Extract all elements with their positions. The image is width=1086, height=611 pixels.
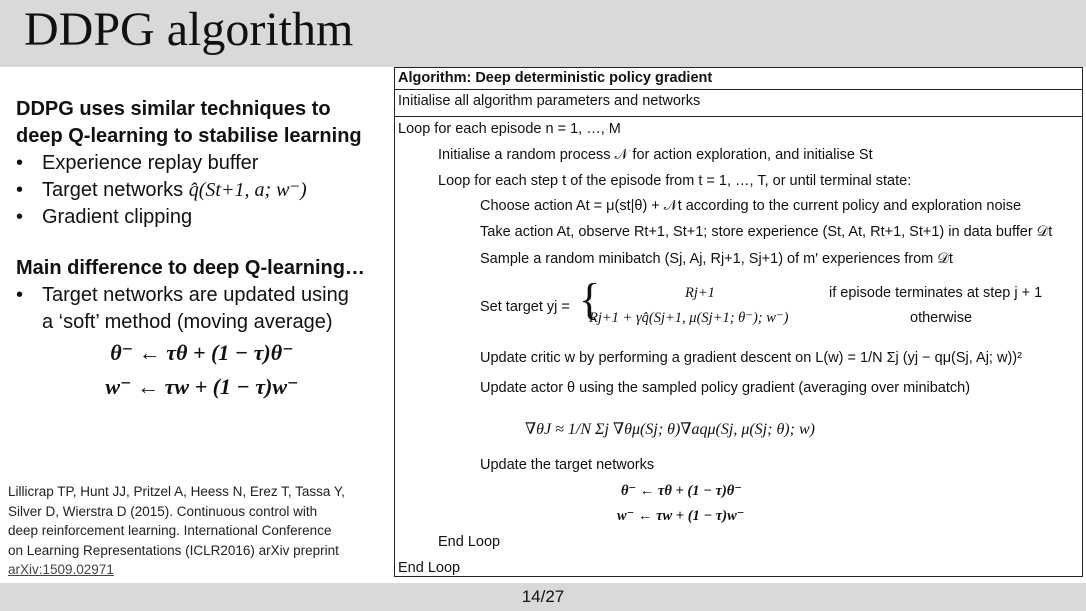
loop-episode: Loop for each episode n = 1, …, M [398, 121, 621, 137]
bullet-text: Experience replay buffer [42, 152, 259, 174]
heading-difference: Main difference to deep Q-learning… [16, 257, 365, 279]
slide-title: DDPG algorithm [24, 3, 354, 56]
choose-action: Choose action At = μ(st|θ) + 𝒩t according to the current policy and exploration noise [480, 198, 1022, 214]
update-target-networks: Update the target networks [480, 457, 655, 473]
reference-line: deep reinforcement learning. International Conference [8, 523, 332, 538]
policy-gradient: ∇θJ ≈ 1/N Σj ∇θμ(Sj; θ)∇aqμ(Sj, μ(Sj; θ); w) [525, 421, 815, 438]
update-critic: Update critic w by performing a gradient descent on L(w) = 1/N Σj (yj − qμ(Sj, Aj; w))² [480, 350, 1022, 366]
case1-expr: Rj+1 [685, 285, 715, 301]
title-bar [0, 0, 1086, 67]
end-outer-loop: End Loop [398, 560, 461, 576]
list-item [16, 177, 388, 204]
equation-theta: θ⁻ ← τθ + (1 − τ)θ⁻ [110, 340, 294, 365]
heading-line: deep Q-learning to stabilise learning [16, 125, 362, 147]
footer-bar [0, 583, 1086, 611]
case2-condition: otherwise [910, 310, 973, 326]
init-random-process: Initialise a random process 𝒩 for action exploration, and initialise St [438, 147, 873, 163]
target-network-math: q̂(St+1, a; w⁻) [188, 179, 307, 201]
bullet-icon: • [16, 284, 24, 306]
list-item [16, 204, 388, 231]
technique-list [16, 150, 388, 231]
page-number: 14/27 [521, 587, 565, 606]
equation-w: w⁻ ← τw + (1 − τ)w⁻ [105, 374, 299, 399]
update-w-target: w⁻ ← τw + (1 − τ)w⁻ [617, 508, 745, 524]
set-target-label: Set target yj = [480, 299, 570, 315]
update-theta-target: θ⁻ ← τθ + (1 − τ)θ⁻ [621, 483, 742, 499]
bullet-text: a ‘soft’ method (moving average) [42, 311, 333, 333]
sample-minibatch: Sample a random minibatch (Sj, Aj, Rj+1, Sj+1) of m′ experiences from 𝒟t [480, 251, 953, 267]
bullet-icon: • [16, 179, 24, 201]
heading-techniques [16, 96, 388, 150]
loop-step: Loop for each step t of the episode from t = 1, …, T, or until terminal state: [438, 173, 912, 189]
algorithm-header: Algorithm: Deep deterministic policy gradient [395, 68, 1082, 90]
end-inner-loop: End Loop [438, 534, 501, 550]
reference-line: Lillicrap TP, Hunt JJ, Pritzel A, Heess N, Erez T, Tassa Y, [8, 484, 345, 499]
reference-line: on Learning Representations (ICLR2016) arXiv preprint [8, 542, 339, 558]
reference-line: Silver D, Wierstra D (2015). Continuous control with [8, 503, 318, 519]
heading-line: DDPG uses similar techniques to [16, 98, 331, 120]
update-actor: Update actor θ using the sampled policy gradient (averaging over minibatch) [480, 380, 971, 396]
arxiv-link[interactable]: arXiv:1509.02971 [8, 562, 114, 577]
bullet-icon: • [16, 152, 24, 174]
difference-list [16, 282, 388, 336]
bullet-text: Target networks are updated using [42, 284, 349, 306]
bullet-text: Target networks [42, 179, 184, 201]
case1-condition: if episode terminates at step j + 1 [829, 285, 1043, 301]
list-item [16, 150, 388, 177]
algorithm-init: Initialise all algorithm parameters and networks [395, 90, 1082, 117]
algorithm-box [394, 67, 1083, 577]
case2-expr: Rj+1 + γq̂(Sj+1, μ(Sj+1; θ⁻); w⁻) [589, 310, 789, 326]
list-item [16, 282, 388, 336]
bullet-icon: • [16, 206, 24, 228]
cases-brace: { [579, 275, 601, 324]
left-column [16, 96, 388, 404]
bullet-text: Gradient clipping [42, 206, 193, 228]
reference [8, 482, 388, 580]
take-action: Take action At, observe Rt+1, St+1; store experience (St, At, Rt+1, St+1) in data buffer 𝒟t [480, 224, 1053, 240]
